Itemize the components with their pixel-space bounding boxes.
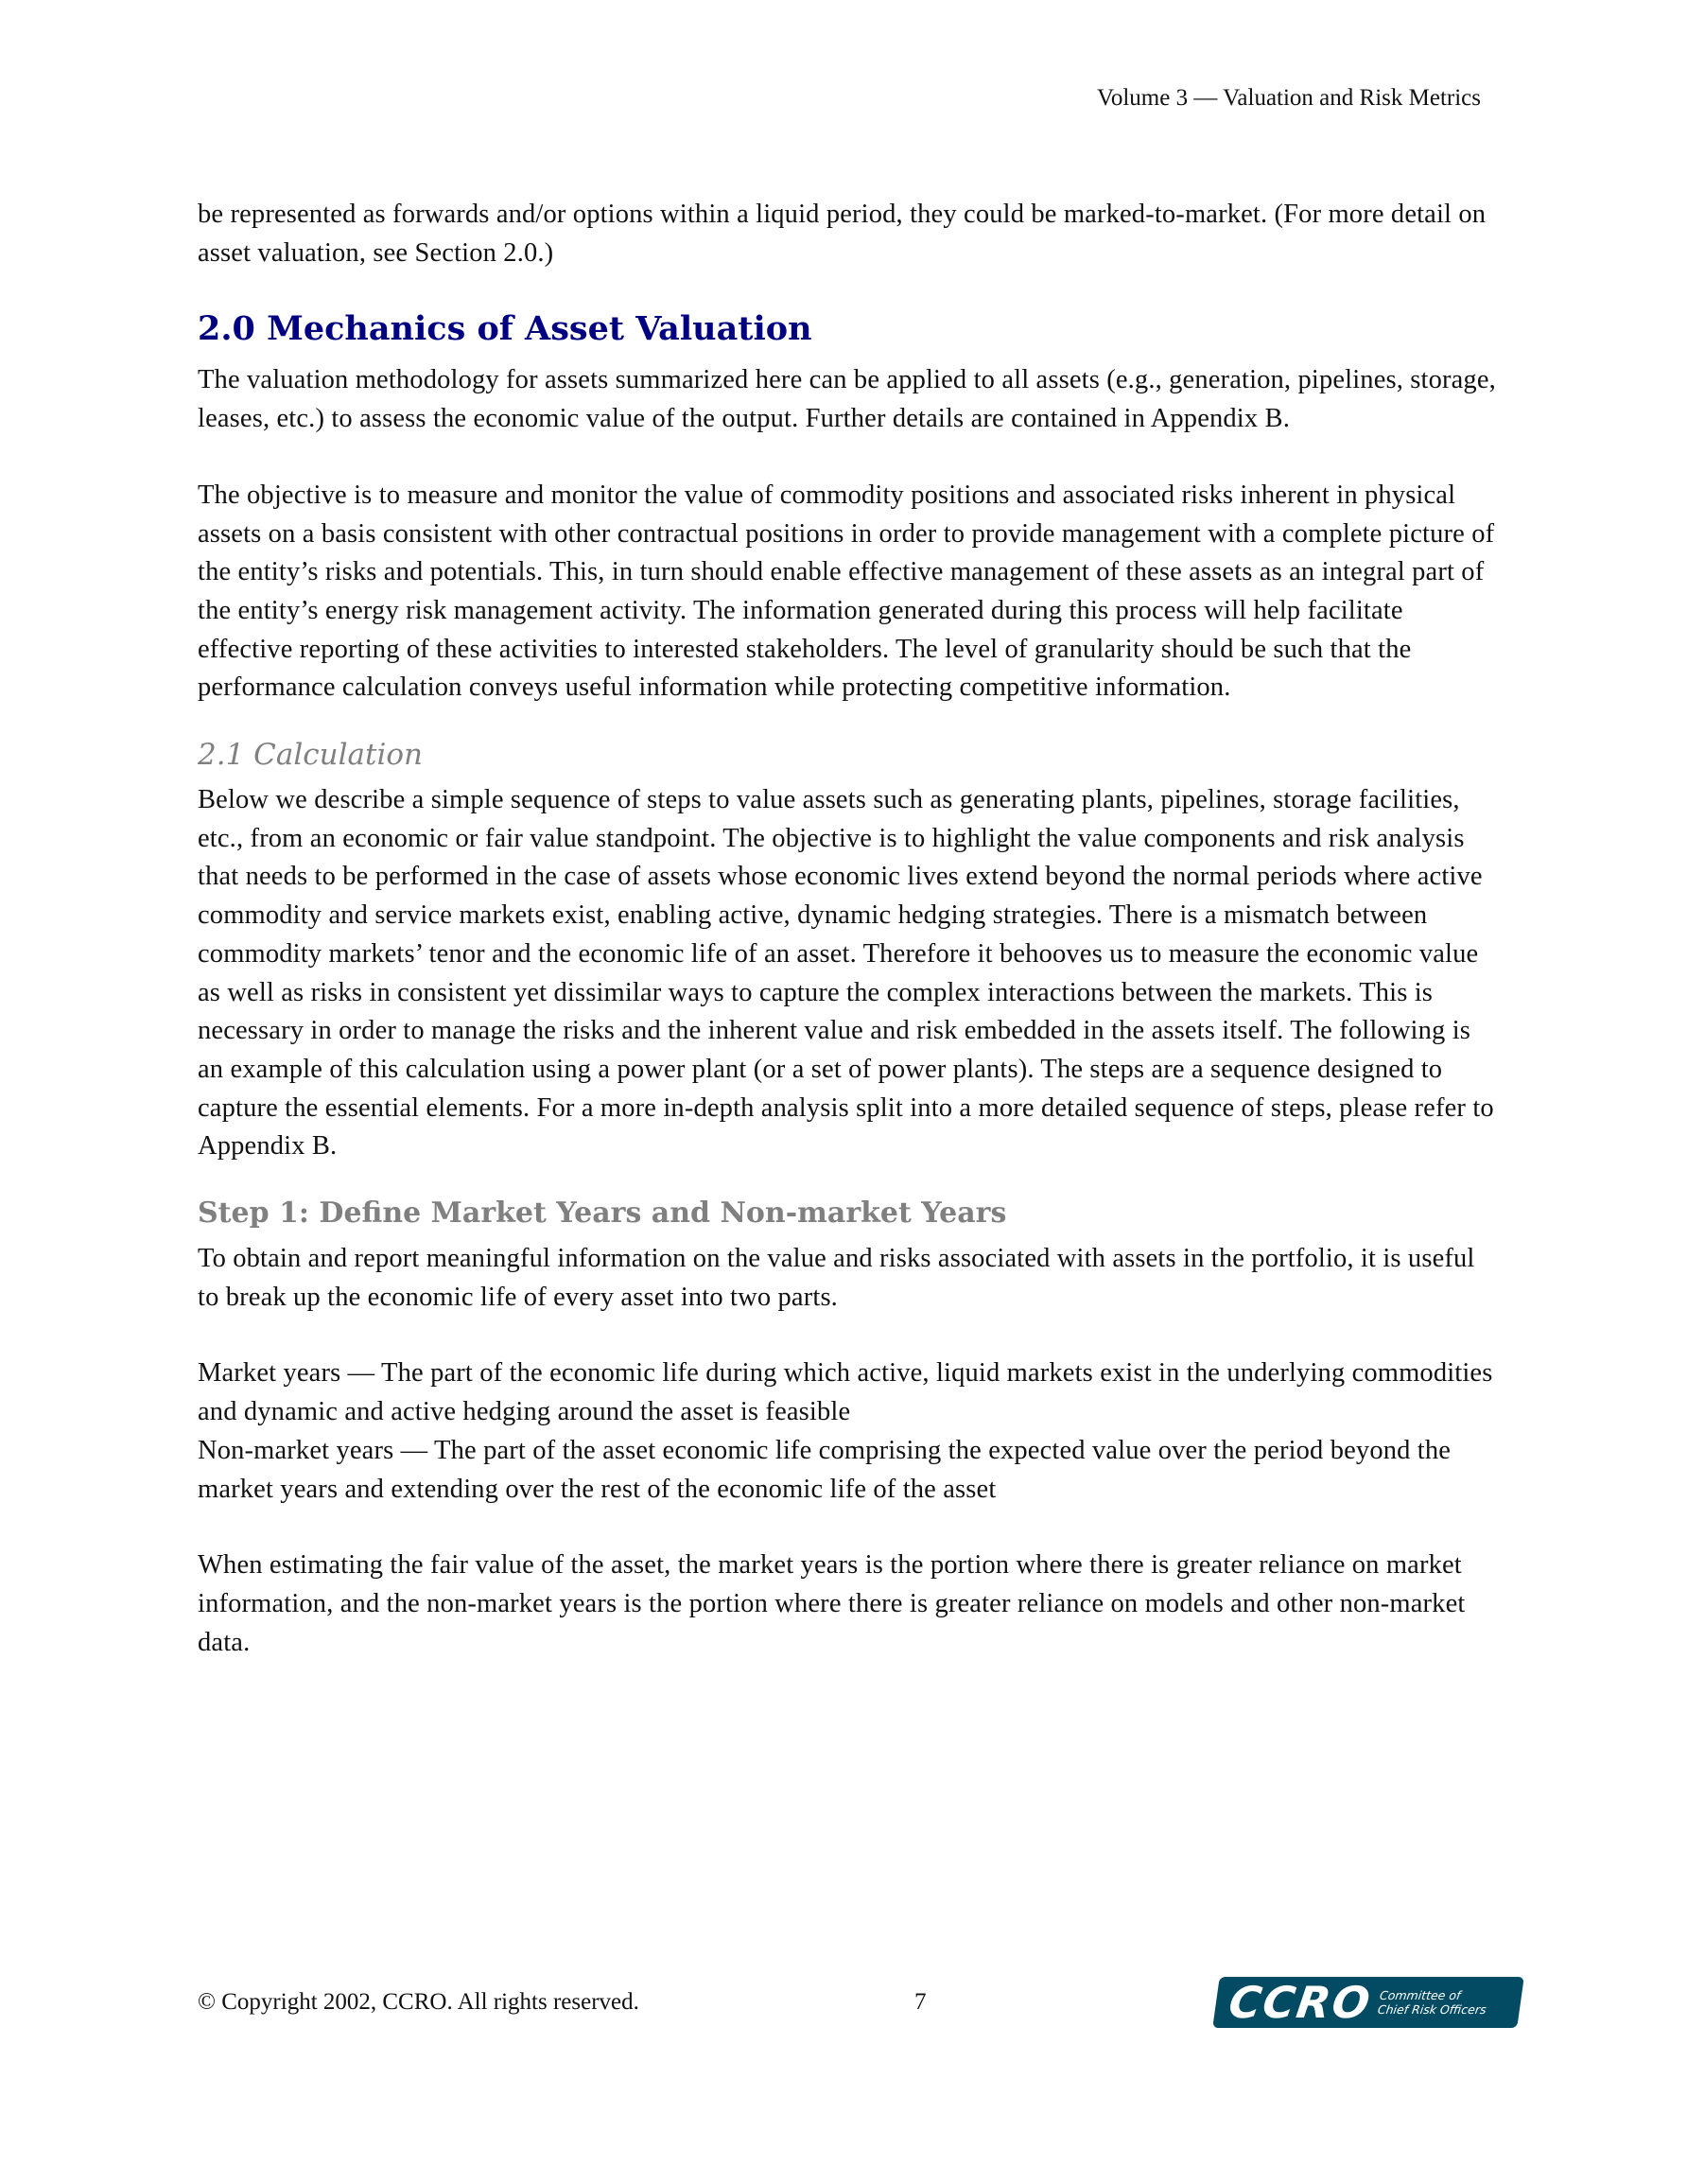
page-content bbox=[198, 196, 1503, 1662]
definition-market-years: Market years — The part of the economic life during which active, liquid markets exist in the underlying commodities and dynamic and active hedging around the asset is feasible bbox=[198, 1358, 1493, 1427]
paragraph: To obtain and report meaningful information on the value and risks associated with assets in the portfolio, it is useful to break up the economic life of every asset into two parts. bbox=[198, 1244, 1475, 1312]
subsection-heading-2-1: 2.1 Calculation bbox=[198, 738, 423, 773]
paragraph: Below we describe a simple sequence of steps to value assets such as generating plants, pipelines, storage facilities, etc., from an economic or fair value standpoint. The objective is to highlight the value components and risk analysis that needs to be performed in the case of assets whose economic lives extend beyond the normal periods where active commodity and service markets exist, enabling active, dynamic hedging strategies. There is a mismatch between commodity markets’ tenor and the economic life of an asset. Therefore it behooves us to measure the economic value as well as risks in consistent yet dissimilar ways to capture the complex interactions between the markets. This is necessary in order to manage the risks and the inherent value and risk embedded in the assets itself. The following is an example of this calculation using a power plant (or a set of power plants). The steps are a sequence designed to capture the essential elements. For a more in-depth analysis split into a more detailed sequence of steps, please refer to Appendix B. bbox=[198, 785, 1494, 1162]
definition-non-market-years: Non-market years — The part of the asset economic life comprising the expected value over the period beyond the market years and extending over the rest of the economic life of the asset bbox=[198, 1435, 1452, 1504]
paragraph: The objective is to measure and monitor the value of commodity positions and associated risks inherent in physical assets on a basis consistent with other contractual positions in order to provide management with a complete picture of the entity’s risks and potentials. This, in turn should enable effective management of these assets as an integral part of the entity’s energy risk management activity. The information generated during this process will help facilitate effective reporting of these activities to interested stakeholders. The level of granularity should be such that the performance calculation conveys useful information while protecting competitive information. bbox=[198, 480, 1495, 703]
paragraph-spacer bbox=[198, 1509, 1503, 1546]
paragraph-spacer bbox=[198, 1317, 1503, 1354]
ccro-logo bbox=[1212, 1977, 1524, 2028]
paragraph: When estimating the fair value of the asset, the market years is the portion where there is greater reliance on market information, and the non-market years is the portion where there is greater reliance on models and other non-market data. bbox=[198, 1550, 1466, 1657]
section-heading-2-0: 2.0 Mechanics of Asset Valuation bbox=[198, 309, 812, 349]
ccro-logo-mark: CCRO bbox=[1226, 1977, 1375, 2028]
paragraph-spacer bbox=[198, 439, 1503, 477]
tagline-line-2: Chief Risk Officers bbox=[1376, 2002, 1487, 2017]
page-number: 7 bbox=[914, 1989, 927, 2015]
copyright-notice: © Copyright 2002, CCRO. All rights reserved. bbox=[198, 1989, 639, 2015]
step-1-heading: Step 1: Define Market Years and Non-market Years bbox=[198, 1197, 1007, 1231]
ccro-logo-tagline bbox=[1377, 1988, 1489, 2017]
running-header: Volume 3 — Valuation and Risk Metrics bbox=[1097, 85, 1481, 111]
paragraph: The valuation methodology for assets summarized here can be applied to all assets (e.g., generation, pipelines, storage, leases, etc.) to assess the economic value of the output. Further details are contained in Appendix B. bbox=[198, 365, 1496, 434]
intro-paragraph: be represented as forwards and/or options within a liquid period, they could be marked-to-market. (For more detail on asset valuation, see Section 2.0.) bbox=[198, 200, 1487, 268]
tagline-line-1: Committee of bbox=[1379, 1988, 1462, 2002]
